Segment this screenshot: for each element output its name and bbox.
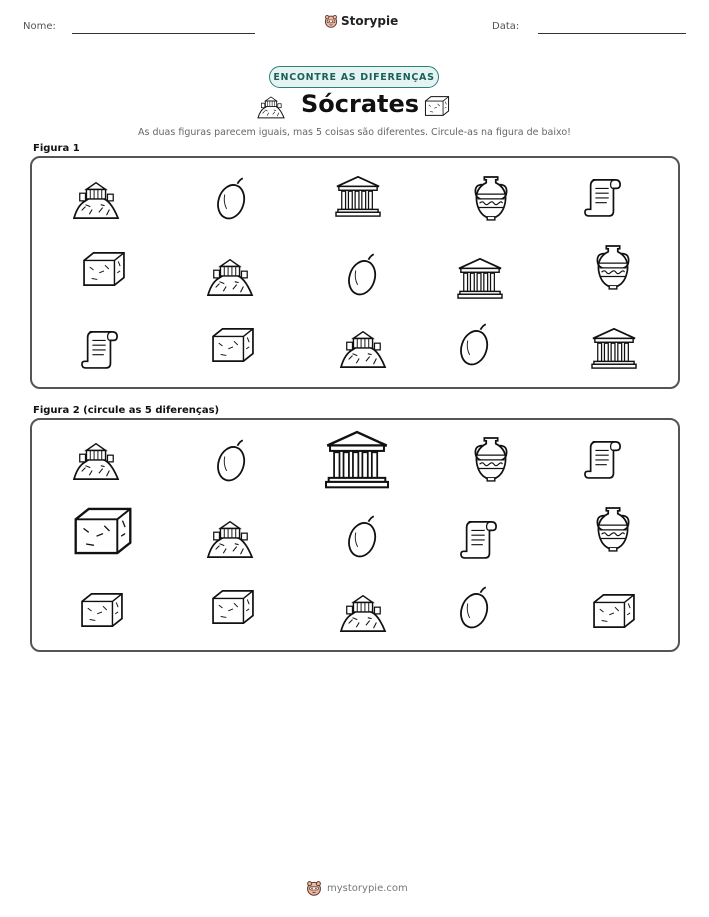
scroll-icon [81,326,119,370]
acropolis-icon[interactable] [71,437,121,481]
acropolis-icon[interactable] [205,515,255,559]
footer [306,880,408,896]
olive-icon [345,252,381,298]
stone-block-icon [80,250,128,288]
scroll-icon[interactable] [460,516,498,560]
name-line[interactable] [72,33,255,34]
name-label: Nome: [23,21,56,32]
activity-badge: ENCONTRE AS DIFERENÇAS [269,66,439,88]
instructions: As duas figuras parecem iguais, mas 5 coisas são diferentes. Circule-as na figura de baixo! [138,127,571,138]
acropolis-icon [256,93,286,119]
stone-block-icon [209,326,257,364]
temple-icon[interactable] [322,428,392,490]
mascot-icon [306,880,322,896]
stone-block-icon[interactable] [590,592,638,630]
acropolis-icon [338,325,388,369]
olive-icon[interactable] [214,438,250,484]
temple-icon [590,326,638,370]
amphora-icon [592,242,634,290]
page-title: Sócrates [301,90,420,118]
temple-icon [334,174,382,218]
olive-icon [214,176,250,222]
stone-block-icon[interactable] [209,588,257,626]
olive-icon[interactable] [457,585,493,631]
acropolis-icon[interactable] [338,589,388,633]
figure1-label: Figura 1 [33,143,80,154]
stone-block-icon [423,95,451,117]
scroll-icon [584,174,622,218]
mascot-icon [324,14,338,28]
footer-url[interactable]: mystorypie.com [327,882,408,894]
figure2-label: Figura 2 (circule as 5 diferenças) [33,405,220,416]
acropolis-icon [71,176,121,220]
stone-block-icon[interactable] [78,591,126,629]
brand-logo [324,14,398,28]
scroll-icon[interactable] [584,436,622,480]
amphora-icon[interactable] [592,504,634,552]
acropolis-icon [205,253,255,297]
brand-name: Storypie [341,14,399,28]
temple-icon [456,256,504,300]
olive-icon [457,322,493,368]
date-line[interactable] [538,33,686,34]
date-label: Data: [492,21,520,32]
olive-icon[interactable] [345,514,381,560]
amphora-icon[interactable] [470,434,512,482]
amphora-icon [470,173,512,221]
stone-block-icon[interactable] [70,505,136,557]
